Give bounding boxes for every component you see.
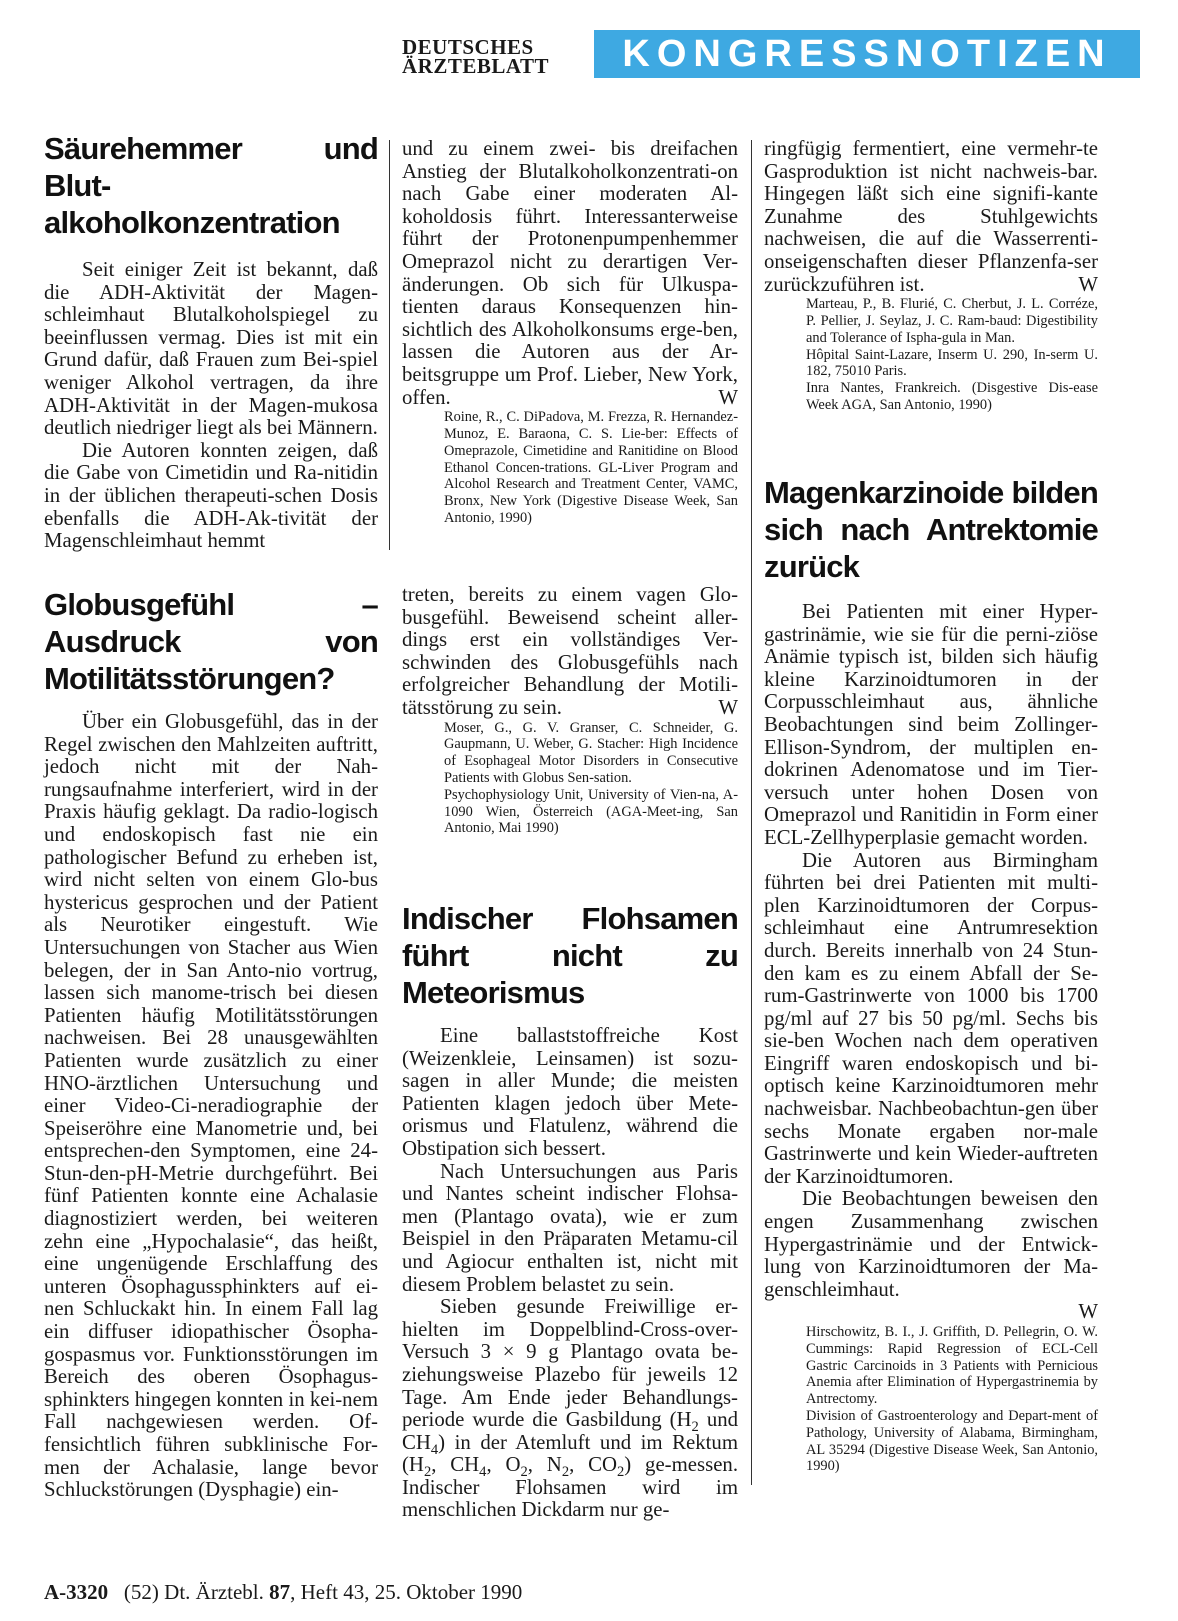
article1-paragraph-2: Die Autoren konnten zeigen, daß die Gabe von Cimetidin und Ra-nitidin in der üblichen therapeuti-schen Dosis ebenfalls die ADH-Ak-tivität der Magenschleimhaut hemmt (44, 438, 378, 553)
article4-paragraph-3: Die Beobachtungen beweisen den engen Zusammenhang zwischen Hypergastrinämie und der Entwick-lung von Karzinoidtumoren der Ma-genschleimhaut. (764, 1187, 1098, 1301)
article4-reference (806, 1324, 1098, 1475)
article2-reference-text-2: Psychophysiology Unit, University of Vien-na, A-1090 Wien, Österreich (AGA-Meet-ing, San Antonio, Mai 1990) (444, 786, 738, 837)
article4-signature: W (1078, 1300, 1098, 1324)
article4-reference-text-2: Division of Gastroenterology and Depart-ment of Pathology, University of Alabama, Birmingham, AL 35294 (Digestive Disease Week, San Antonio, 1990) (806, 1407, 1098, 1475)
article3-paragraph-4: ringfügig fermentiert, eine vermehr-te Gasproduktion ist nicht nachweis-bar. Hingegen läßt sich eine signifi-kante Zunahme des Stuhlgewichts nachweisen, die auf die Wasserrenti-onseigenschaften dieser Pflanzenfa-ser zurückzuführen ist. (764, 137, 1098, 296)
column-rule-1 (389, 140, 390, 550)
section-rubric: KONGRESSNOTIZEN (594, 30, 1140, 78)
article1-headline: Säurehemmer und Blut-alkoholkonzentration (44, 131, 378, 240)
article3-signature: W (1078, 272, 1098, 296)
article3-paragraph-3: Sieben gesunde Freiwillige er-hielten im Doppelblind-Cross-over-Versuch 3 × 9 g Plantago ovata be-ziehungsweise Plazebo für jeweils 12 Tage. Am Ende jeder Behandlungs-periode wurde die Gasbildung ($H_2$ und $CH_4$) in der Atemluft und im Rektum ($H_2$, $CH_4$, $O_2$, $N_2$, $CO_2$) ge-messen. Indischer Flohsamen wird im menschlichen Dickdarm nur ge- (402, 1295, 739, 1522)
article3-reference-text-3: Inra Nantes, Frankreich. (Disgestive Dis-ease Week AGA, San Antonio, 1990) (806, 380, 1098, 413)
article3-reference-text-2: Hôpital Saint-Lazare, Inserm U. 290, In-serm U. 182, 75010 Paris. (806, 346, 1098, 380)
article1-column-left (44, 130, 378, 553)
article3-column-right (764, 138, 1098, 414)
article1-reference-text: Roine, R., C. DiPadova, M. Frezza, R. Hernandez-Munoz, E. Baraona, C. S. Lie-ber: Effects of Omeprazole, Cimetidine and Ranitidine on Blood Ethanol Concen-trations. GL-Liver Program and Alcohol Research and Treatment Center, VAMC, Bronx, New York (Digestive Disease Week, San Antonio, 1990) (444, 409, 738, 526)
article1-signature: W (718, 385, 738, 409)
article1-paragraph-3: und zu einem zwei- bis dreifachen Anstieg der Blutalkoholkonzentrati-on nach Gabe einer moderaten Al-koholdosis führt. Interessanterweise führt der Protonenpumpenhemmer Omeprazol nicht zu derartigen Ver-änderungen. Ob sich für Ulkuspa-tienten daraus Konsequenzen hin-sichtlich des Alkoholkonsums erge-ben, lassen die Autoren aus der Ar-beitsgruppe um Prof. Lieber, New York, offen. (402, 137, 738, 409)
page-footer (44, 1580, 522, 1604)
article2-reference-text-1: Moser, G., G. V. Granser, C. Schneider, G. Gaupmann, U. Weber, G. Stacher: High Incidence of Esophageal Motor Disorders in Consecutive Patients with Globus Sen-sation. (444, 719, 738, 786)
article3-paragraph-2: Nach Untersuchungen aus Paris und Nantes scheint indischer Flohsa-men (Plantago ovata), wie er zum Beispiel in den Präparaten Metamu-cil und Agiocur enthalten ist, nicht mit diesem Problem belastet zu sein. (402, 1159, 738, 1296)
article1-reference (444, 409, 738, 527)
article4-paragraph-2: Die Autoren aus Birmingham führten bei drei Patienten mit multi-plen Karzinoidtumoren der Corpus-schleimhaut eine Antrumresektion durch. Bereits innerhalb von 24 Stun-den kam es zu einem Abfall der Se-rum-Gastrinwerte von 1000 bis 1700 pg/ml auf 27 bis 50 pg/ml. Sechs bis sie-ben Wochen nach dem operativen Eingriff waren endoskopisch und bi-optisch keine Karzinoidtumoren mehr nachweisbar. Nachbeobachtun-gen über sechs Monate ergaben nor-male Gastrinwerte und kein Wieder-auftreten der Karzinoidtumoren. (764, 848, 1098, 1188)
masthead-line-1: DEUTSCHES (402, 35, 534, 59)
article1-paragraph-1: Seit einiger Zeit ist bekannt, daß die ADH-Aktivität der Magen-schleimhaut Blutalkoholspiegel zu beeinflussen vermag. Dies ist mit ein Grund dafür, daß Frauen zum Bei-spiel weniger Alkohol vertragen, da ihre ADH-Aktivität in der Magen-mukosa deutlich niedriger liegt als bei Männern. (44, 258, 378, 440)
column-rule-2 (751, 140, 752, 1485)
article3-reference (806, 296, 1098, 414)
article4-reference-text-1: Hirschowitz, B. I., J. Griffith, D. Pellegrin, O. W. Cummings: Rapid Regression of ECL-Cell Gastric Carcinoids in 3 Patients with Pernicious Anemia after Elimination of Hypergastrinemia by Antrectomy. (806, 1324, 1098, 1408)
article4-headline: Magenkarzinoide bilden sich nach Antrektomie zurück (764, 475, 1098, 584)
article2-paragraph-1: Über ein Globusgefühl, das in der Regel zwischen den Mahlzeiten auftritt, jedoch nicht mit der Nah-rungsaufnahme interferiert, wird in der Praxis häufig geklagt. Da radio-logisch und endoskopisch fast nie ein pathologischer Befund zu erheben ist, wird nicht selten von einem Glo-bus hystericus gesprochen und der Patient als Neurotiker eingestuft. Wie Untersuchungen von Stacher aus Wien belegen, der in San Anto-nio vortrug, lassen sich manome-trisch bei diesen Patienten häufig Motilitätsstörungen nachweisen. Bei 28 unausgewählten Patienten wurde zusätzlich zu einer HNO-ärztlichen Untersuchung und einer Video-Ci-neradiographie der Speiseröhre eine Manometrie und, bei entsprechen-den Symptomen, eine 24-Stun-den-pH-Metrie durchgeführt. Bei fünf Patienten konnte eine Achalasie diagnostiziert werden, bei weiteren zehn eine „Hypochalasie“, das heißt, eine ungenügende Erschlaffung des unteren Ösophagussphinkters auf ei-nen Schluckakt hin. In einem Fall lag ein diffuser idiopathischer Ösopha-gospasmus vor. Funktionsstörungen im Bereich des oberen Ösophagus-sphinkters hingegen konnten in kei-nem Fall nachgewiesen werden. Of-fensichtlich führen subklinische For-men der Achalasie, lange bevor Schluckstörungen (Dysphagie) ein- (44, 710, 378, 1502)
article1-column-middle (402, 138, 738, 527)
article2-column-middle (402, 584, 738, 837)
footer-issue-date: , Heft 43, 25. Oktober 1990 (290, 1580, 523, 1604)
article3-reference-text-1: Marteau, P., B. Flurié, C. Cherbut, J. L. Corréze, P. Pellier, J. Seylaz, J. C. Ram-baud: Digestibility and Tolerance of Ispha-gula in Man. (806, 296, 1098, 346)
footer-volume: 87 (269, 1580, 291, 1604)
page-number: A-3320 (44, 1580, 109, 1604)
article3-headline: Indischer Flohsamen führt nicht zu Meteorismus (402, 901, 738, 1010)
masthead-logo (402, 35, 582, 82)
masthead-line-2: ÄRZTEBLATT (402, 54, 549, 78)
article4-paragraph-1: Bei Patienten mit einer Hyper-gastrinämie, wie sie für die perni-ziöse Anämie typisch ist, bilden sich häufig kleine Karzinoidtumoren in der Corpusschleimhaut aus, ähnliche Beobachtungen sind beim Zollinger-Ellison-Syndrom, der multiplen en-dokrinen Adenomatose und im Tier-versuch unter hohen Dosen von Omeprazol und Ranitidin in Form einer ECL-Zellhyperplasie gemacht worden. (764, 600, 1098, 849)
article2-paragraph-2: treten, bereits zu einem vagen Glo-busgefühl. Beweisend scheint aller-dings erst ein vollständiges Ver-schwinden des Globusgefühls nach erfolgreicher Behandlung der Motili-tätsstörung zu sein. (402, 583, 738, 719)
footer-journal: (52) Dt. Ärztebl. (123, 1580, 264, 1604)
article2-column-left (44, 586, 378, 1502)
article3-paragraph-1: Eine ballaststoffreiche Kost (Weizenkleie, Leinsamen) ist sozu-sagen in aller Munde; die meisten Patienten klagen jedoch über Mete-orismus und Flatulenz, während die Obstipation sich bessert. (402, 1024, 738, 1160)
article2-headline: Globusgefühl – Ausdruck von Motilitätsstörungen? (44, 587, 378, 696)
article3-column-middle (402, 900, 738, 1522)
article2-reference (444, 720, 738, 838)
article4-column-right (764, 474, 1098, 1475)
article2-signature: W (718, 695, 738, 719)
